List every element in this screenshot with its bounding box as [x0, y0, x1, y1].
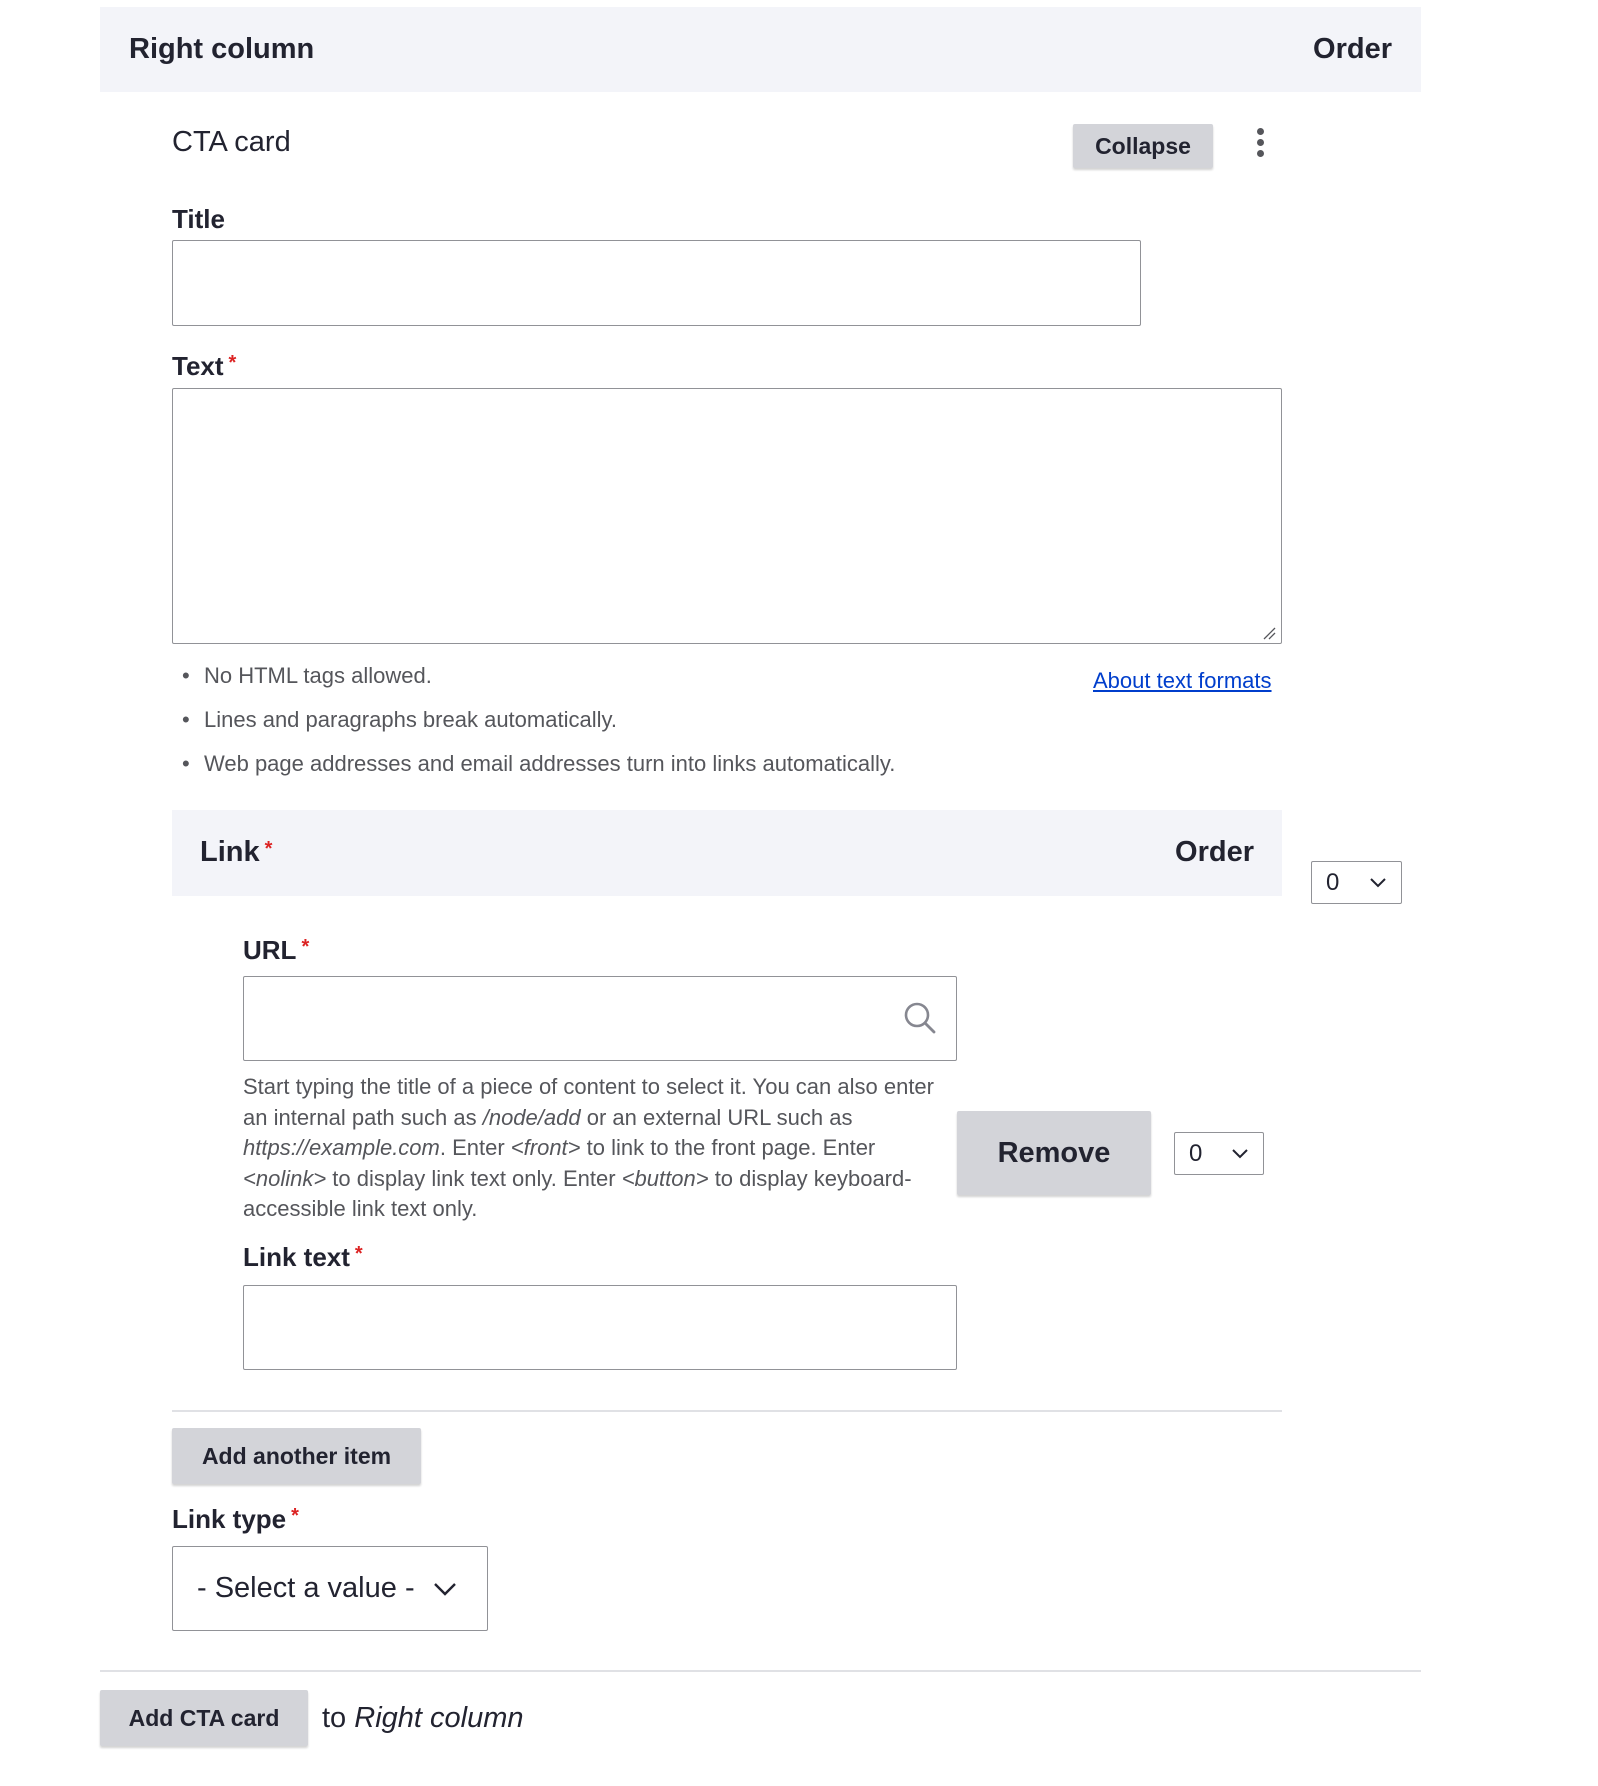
link-label: Link *	[200, 836, 273, 868]
divider	[172, 1410, 1282, 1412]
card-title: CTA card	[172, 126, 291, 158]
order-select[interactable]	[1311, 861, 1402, 904]
about-text-formats-link[interactable]: About text formats	[1093, 668, 1272, 693]
link-type-selected-value: - Select a value -	[197, 1572, 415, 1604]
chevron-down-icon	[433, 1581, 457, 1597]
required-mark: *	[291, 1505, 299, 1527]
required-mark: *	[264, 838, 273, 860]
required-mark: *	[228, 352, 237, 374]
right-column-header	[100, 7, 1421, 92]
item-order-value: 0	[1189, 1139, 1203, 1167]
help-item: • No HTML tags allowed.	[182, 662, 895, 706]
link-field-header	[172, 810, 1282, 896]
link-order-label[interactable]: Order	[1175, 836, 1254, 868]
help-item: • Lines and paragraphs break automatically.	[182, 706, 895, 750]
collapse-button[interactable]: Collapse	[1073, 124, 1213, 168]
help-item: • Web page addresses and email addresses turn into links automatically.	[182, 750, 895, 794]
text-textarea[interactable]	[172, 388, 1282, 644]
required-mark: *	[354, 1243, 363, 1265]
order-select-value: 0	[1326, 868, 1340, 896]
add-another-item-button[interactable]: Add another item	[172, 1428, 421, 1484]
chevron-down-icon	[1369, 877, 1387, 889]
divider	[100, 1670, 1421, 1672]
link-text-label: Link text *	[243, 1242, 363, 1272]
url-input[interactable]	[243, 976, 957, 1061]
resize-handle-icon[interactable]	[1262, 626, 1276, 640]
order-label[interactable]: Order	[1313, 33, 1392, 65]
title-label: Title	[172, 204, 225, 234]
url-label: URL *	[243, 935, 310, 965]
search-icon	[903, 1001, 937, 1035]
required-mark: *	[301, 936, 310, 958]
section-title: Right column	[129, 33, 315, 65]
text-label: Text *	[172, 351, 237, 381]
add-cta-card-button[interactable]: Add CTA card	[100, 1690, 308, 1746]
link-type-label: Link type *	[172, 1504, 299, 1534]
add-target-text: to Right column	[322, 1702, 524, 1734]
title-input[interactable]	[172, 240, 1141, 326]
remove-button[interactable]: Remove	[957, 1111, 1151, 1195]
link-text-input[interactable]	[243, 1285, 957, 1370]
item-order-select[interactable]	[1174, 1132, 1264, 1175]
url-help-text: Start typing the title of a piece of content to select it. You can also enter an internal path such as /node/add or an external URL such as https://example.com. Enter <front> to link to the front page. Enter <nolink> to display link text only. Enter <button> to display keyboard-accessible link text only.	[243, 1074, 934, 1221]
kebab-menu-icon[interactable]	[1250, 128, 1270, 164]
text-format-help-list	[182, 662, 895, 794]
chevron-down-icon	[1231, 1148, 1249, 1160]
link-type-select[interactable]	[172, 1546, 488, 1631]
